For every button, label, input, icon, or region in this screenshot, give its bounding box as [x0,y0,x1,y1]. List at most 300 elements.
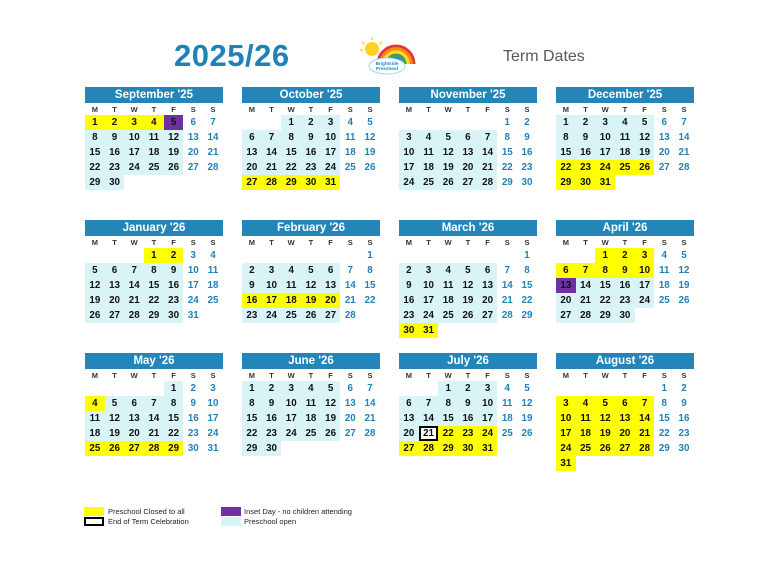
weekday-header: S [347,105,353,114]
month-grid [85,369,223,456]
day-cell-weekend: 28 [364,428,376,439]
day-cell-weekend: 17 [187,280,199,291]
day-cell-closed: 29 [556,175,576,190]
month-calendar [399,87,537,190]
weekday-header: S [367,238,373,247]
day-cell-weekend: 22 [658,428,670,439]
empty-cell [242,248,262,263]
day-cell-closed: 27 [242,175,262,190]
day-cell-weekend: 2 [524,117,530,128]
empty-cell [419,381,439,396]
day-cell-open: 23 [399,308,419,323]
day-cell-open: 19 [635,145,655,160]
day-cell-open: 26 [164,160,184,175]
day-cell-open: 3 [321,115,341,130]
weekday-header: S [367,371,373,380]
day-cell-open: 19 [438,160,458,175]
day-cell-weekend: 14 [207,132,219,143]
weekday-header: T [151,238,157,247]
weekday-header: T [112,238,117,247]
day-cell-closed: 1 [144,248,164,263]
day-cell-open: 8 [438,396,458,411]
day-cell-closed: 17 [262,293,282,308]
weekday-header: S [661,238,667,247]
day-cell-weekend: 25 [207,295,219,306]
empty-cell [556,248,576,263]
day-cell-weekend: 17 [207,413,219,424]
day-cell-open: 16 [164,278,184,293]
weekday-header: W [601,238,609,247]
day-cell-open: 1 [164,381,184,396]
day-cell-weekend: 9 [190,398,196,409]
day-cell-open: 12 [321,396,341,411]
day-cell-closed: 17 [556,426,576,441]
day-cell-weekend: 10 [187,265,199,276]
day-cell-open: 5 [85,263,105,278]
day-cell-open: 20 [124,426,144,441]
day-cell-open: 20 [105,293,125,308]
day-cell-inset: 5 [164,115,184,130]
day-cell-open: 15 [85,145,105,160]
day-cell-open: 1 [438,381,458,396]
day-cell-closed: 27 [124,441,144,456]
weekday-header: T [112,105,117,114]
legend-celebration: End of Term Celebration [108,517,189,526]
day-cell-open: 2 [301,115,321,130]
day-cell-open: 15 [281,145,301,160]
day-cell-open: 4 [281,263,301,278]
day-cell-open: 22 [281,160,301,175]
day-cell-weekend: 7 [210,117,216,128]
weekday-header: M [248,238,255,247]
weekday-header: W [444,105,452,114]
day-cell-open: 27 [556,308,576,323]
day-cell-closed: 21 [635,426,655,441]
day-cell-closed: 26 [635,160,655,175]
weekday-header: F [328,371,333,380]
day-cell-open: 11 [281,278,301,293]
weekday-header: S [210,371,216,380]
day-cell-open: 8 [281,130,301,145]
month-title: February '26 [242,220,380,236]
day-cell-open: 14 [262,145,282,160]
empty-cell [399,248,419,263]
day-cell-open: 5 [301,263,321,278]
day-cell-weekend: 5 [681,250,687,261]
day-cell-closed: 28 [635,441,655,456]
day-cell-weekend: 14 [501,280,513,291]
day-cell-weekend: 5 [524,383,530,394]
day-cell-weekend: 11 [207,265,219,276]
day-cell-weekend: 22 [364,295,376,306]
weekday-header: W [287,105,295,114]
day-cell-open: 21 [124,293,144,308]
day-cell-open: 30 [105,175,125,190]
weekday-header: S [190,105,196,114]
day-cell-closed: 23 [576,160,596,175]
day-cell-weekend: 19 [678,280,690,291]
day-cell-open: 27 [458,175,478,190]
day-cell-open: 11 [85,411,105,426]
day-cell-closed: 7 [635,396,655,411]
empty-cell [105,248,125,263]
day-cell-open: 26 [321,426,341,441]
month-title: September '25 [85,87,223,103]
day-cell-weekend: 15 [658,413,670,424]
day-cell-open: 22 [242,426,262,441]
empty-cell [438,248,458,263]
day-cell-weekend: 20 [344,413,356,424]
day-cell-weekend: 19 [521,413,533,424]
month-title: March '26 [399,220,537,236]
day-cell-open: 9 [105,130,125,145]
day-cell-open: 16 [399,293,419,308]
weekday-header: M [562,238,569,247]
month-grid [85,236,223,323]
day-cell-closed: 2 [164,248,184,263]
empty-cell [124,381,144,396]
day-cell-open: 8 [144,263,164,278]
day-cell-open: 4 [301,381,321,396]
day-cell-open: 23 [615,293,635,308]
day-cell-closed: 31 [478,441,498,456]
day-cell-inset: 13 [556,278,576,293]
day-cell-open: 3 [478,381,498,396]
day-cell-open: 15 [438,411,458,426]
weekday-header: M [562,105,569,114]
day-cell-weekend: 13 [187,132,199,143]
day-cell-weekend: 26 [521,428,533,439]
day-cell-open: 23 [164,293,184,308]
day-cell-open: 3 [399,130,419,145]
weekday-header: T [465,238,471,247]
day-cell-open: 14 [576,278,596,293]
empty-cell [242,115,262,130]
day-cell-open: 15 [242,411,262,426]
day-cell-open: 20 [399,426,419,441]
day-cell-closed: 20 [615,426,635,441]
month-grid [399,369,537,456]
weekday-header: S [681,371,687,380]
day-cell-open: 9 [576,130,596,145]
month-grid [556,103,694,190]
day-cell-weekend: 4 [347,117,353,128]
weekday-header: S [210,105,216,114]
weekday-header: M [405,105,412,114]
weekday-header: S [504,371,510,380]
day-cell-closed: 29 [438,441,458,456]
weekday-header: M [248,371,255,380]
svg-text:Preschool: Preschool [375,66,399,71]
day-cell-open: 5 [458,263,478,278]
empty-cell [556,381,576,396]
day-cell-weekend: 3 [190,250,196,261]
empty-cell [576,381,596,396]
day-cell-closed: 23 [458,426,478,441]
weekday-header: T [151,105,157,114]
month-title: January '26 [85,220,223,236]
day-cell-closed: 19 [301,293,321,308]
day-cell-open: 19 [164,145,184,160]
weekday-header: M [405,238,412,247]
day-cell-open: 2 [399,263,419,278]
day-cell-weekend: 27 [344,428,356,439]
empty-cell [458,115,478,130]
day-cell-open: 17 [124,145,144,160]
empty-cell [85,248,105,263]
day-cell-open: 13 [399,411,419,426]
day-cell-closed: 1 [85,115,105,130]
day-cell-weekend: 14 [344,280,356,291]
day-cell-open: 28 [576,308,596,323]
day-cell-open: 20 [478,293,498,308]
empty-cell [576,248,596,263]
day-cell-open: 15 [144,278,164,293]
day-cell-open: 3 [419,263,439,278]
weekday-header: F [642,238,647,247]
weekday-header: S [681,105,687,114]
month-title: August '26 [556,353,694,369]
month-grid [242,369,380,456]
empty-cell [635,381,655,396]
empty-cell [399,115,419,130]
month-grid [85,103,223,190]
day-cell-weekend: 18 [207,280,219,291]
weekday-header: F [642,371,647,380]
day-cell-open: 29 [144,308,164,323]
month-grid [242,236,380,323]
month-grid [242,103,380,190]
day-cell-open: 2 [576,115,596,130]
empty-cell [144,381,164,396]
day-cell-open: 23 [242,308,262,323]
day-cell-closed: 3 [635,248,655,263]
day-cell-open: 5 [438,130,458,145]
weekday-header: T [622,105,628,114]
day-cell-open: 22 [595,293,615,308]
weekday-header: S [661,371,667,380]
day-cell-weekend: 11 [659,265,670,276]
day-cell-open: 10 [321,130,341,145]
day-cell-weekend: 8 [367,265,373,276]
day-cell-weekend: 23 [521,162,533,173]
day-cell-open: 27 [478,308,498,323]
day-cell-closed: 2 [615,248,635,263]
svg-text:Brightside: Brightside [375,61,399,66]
day-cell-open: 19 [85,293,105,308]
day-cell-open: 7 [419,396,439,411]
day-cell-open: 9 [399,278,419,293]
day-cell-open: 4 [419,130,439,145]
day-cell-weekend: 12 [678,265,690,276]
day-cell-closed: 4 [576,396,596,411]
weekday-header: S [524,105,530,114]
day-cell-closed: 29 [281,175,301,190]
day-cell-weekend: 28 [344,310,356,321]
day-cell-open: 25 [419,175,439,190]
weekday-header: S [367,105,373,114]
empty-cell [478,115,498,130]
day-cell-closed: 3 [124,115,144,130]
day-cell-open: 10 [595,130,615,145]
weekday-header: T [426,238,431,247]
day-cell-weekend: 1 [524,250,530,261]
day-cell-weekend: 9 [524,132,530,143]
day-cell-open: 6 [399,396,419,411]
day-cell-open: 18 [419,160,439,175]
day-cell-open: 11 [615,130,635,145]
day-cell-weekend: 18 [344,147,356,158]
day-cell-open: 20 [458,160,478,175]
day-cell-open: 15 [595,278,615,293]
weekday-header: M [91,238,98,247]
day-cell-open: 23 [105,160,125,175]
day-cell-open: 27 [105,308,125,323]
day-cell-open: 16 [576,145,596,160]
day-cell-open: 28 [124,308,144,323]
weekday-header: M [562,371,569,380]
month-calendar [85,87,223,190]
day-cell-open: 19 [458,293,478,308]
day-cell-weekend: 14 [364,398,376,409]
weekday-header: S [661,105,667,114]
day-cell-open: 23 [301,160,321,175]
month-grid [399,236,537,338]
day-cell-closed: 28 [144,441,164,456]
day-cell-closed: 6 [615,396,635,411]
weekday-header: M [91,105,98,114]
day-cell-open: 4 [438,263,458,278]
day-cell-open: 21 [144,426,164,441]
day-cell-open: 24 [262,308,282,323]
day-cell-weekend: 6 [347,383,353,394]
day-cell-open: 21 [262,160,282,175]
day-cell-open: 30 [262,441,282,456]
day-cell-open: 2 [242,263,262,278]
open-swatch [221,517,241,526]
day-cell-weekend: 22 [521,295,533,306]
day-cell-closed: 13 [615,411,635,426]
weekday-header: F [171,238,176,247]
page-subtitle: Term Dates [503,48,585,65]
month-grid [556,369,694,471]
weekday-header: F [171,371,176,380]
day-cell-open: 13 [242,145,262,160]
day-cell-weekend: 7 [347,265,353,276]
day-cell-weekend: 8 [524,265,530,276]
day-cell-weekend: 14 [678,132,690,143]
day-cell-weekend: 11 [345,132,356,143]
day-cell-open: 3 [595,115,615,130]
day-cell-closed: 4 [85,396,105,411]
day-cell-open: 22 [164,426,184,441]
closed-swatch [84,507,104,516]
day-cell-open: 18 [615,145,635,160]
day-cell-open: 7 [262,130,282,145]
day-cell-open: 12 [635,130,655,145]
day-cell-weekend: 18 [501,413,513,424]
day-cell-weekend: 12 [521,398,533,409]
day-cell-weekend: 20 [187,147,199,158]
day-cell-open: 17 [399,160,419,175]
day-cell-open: 20 [242,160,262,175]
day-cell-weekend: 30 [678,443,690,454]
weekday-header: S [504,238,510,247]
empty-cell [262,248,282,263]
day-cell-weekend: 16 [678,413,690,424]
day-cell-weekend: 15 [364,280,376,291]
day-cell-weekend: 21 [501,295,513,306]
day-cell-open: 11 [144,130,164,145]
day-cell-weekend: 8 [504,132,510,143]
weekday-header: F [328,238,333,247]
weekday-header: T [583,371,588,380]
weekday-header: T [112,371,117,380]
day-cell-open: 21 [576,293,596,308]
weekday-header: T [269,238,274,247]
day-cell-open: 9 [164,263,184,278]
day-cell-open: 16 [458,411,478,426]
weekday-header: S [681,238,687,247]
day-cell-weekend: 27 [658,162,670,173]
empty-cell [419,115,439,130]
weekday-header: T [426,105,431,114]
day-cell-open: 17 [635,278,655,293]
empty-cell [458,248,478,263]
weekday-header: T [308,371,314,380]
day-cell-weekend: 23 [678,428,690,439]
weekday-header: S [347,238,353,247]
day-cell-weekend: 28 [678,162,690,173]
day-cell-weekend: 29 [501,177,513,188]
empty-cell [340,248,360,263]
day-cell-open: 25 [144,160,164,175]
month-calendar [242,353,380,456]
day-cell-weekend: 31 [207,443,219,454]
month-title: May '26 [85,353,223,369]
day-cell-weekend: 23 [187,428,199,439]
day-cell-weekend: 1 [504,117,510,128]
day-cell-closed: 31 [556,456,576,471]
day-cell-weekend: 21 [207,147,219,158]
day-cell-open: 15 [556,145,576,160]
day-cell-open: 29 [595,308,615,323]
empty-cell [301,248,321,263]
legend-open: Preschool open [244,517,297,526]
day-cell-open: 19 [321,411,341,426]
day-cell-open: 8 [85,130,105,145]
day-cell-weekend: 30 [187,443,199,454]
day-cell-open: 28 [478,175,498,190]
day-cell-open: 12 [301,278,321,293]
day-cell-open: 13 [321,278,341,293]
weekday-header: F [485,105,490,114]
day-cell-closed: 25 [576,441,596,456]
day-cell-closed: 30 [301,175,321,190]
day-cell-closed: 25 [615,160,635,175]
day-cell-closed: 1 [595,248,615,263]
day-cell-open: 12 [85,278,105,293]
empty-cell [399,381,419,396]
day-cell-open: 27 [321,308,341,323]
day-cell-weekend: 5 [367,117,373,128]
weekday-header: S [504,105,510,114]
day-cell-open: 4 [615,115,635,130]
day-cell-open: 6 [321,263,341,278]
day-cell-open: 14 [124,278,144,293]
day-cell-closed: 31 [419,323,439,338]
day-cell-open: 3 [262,263,282,278]
